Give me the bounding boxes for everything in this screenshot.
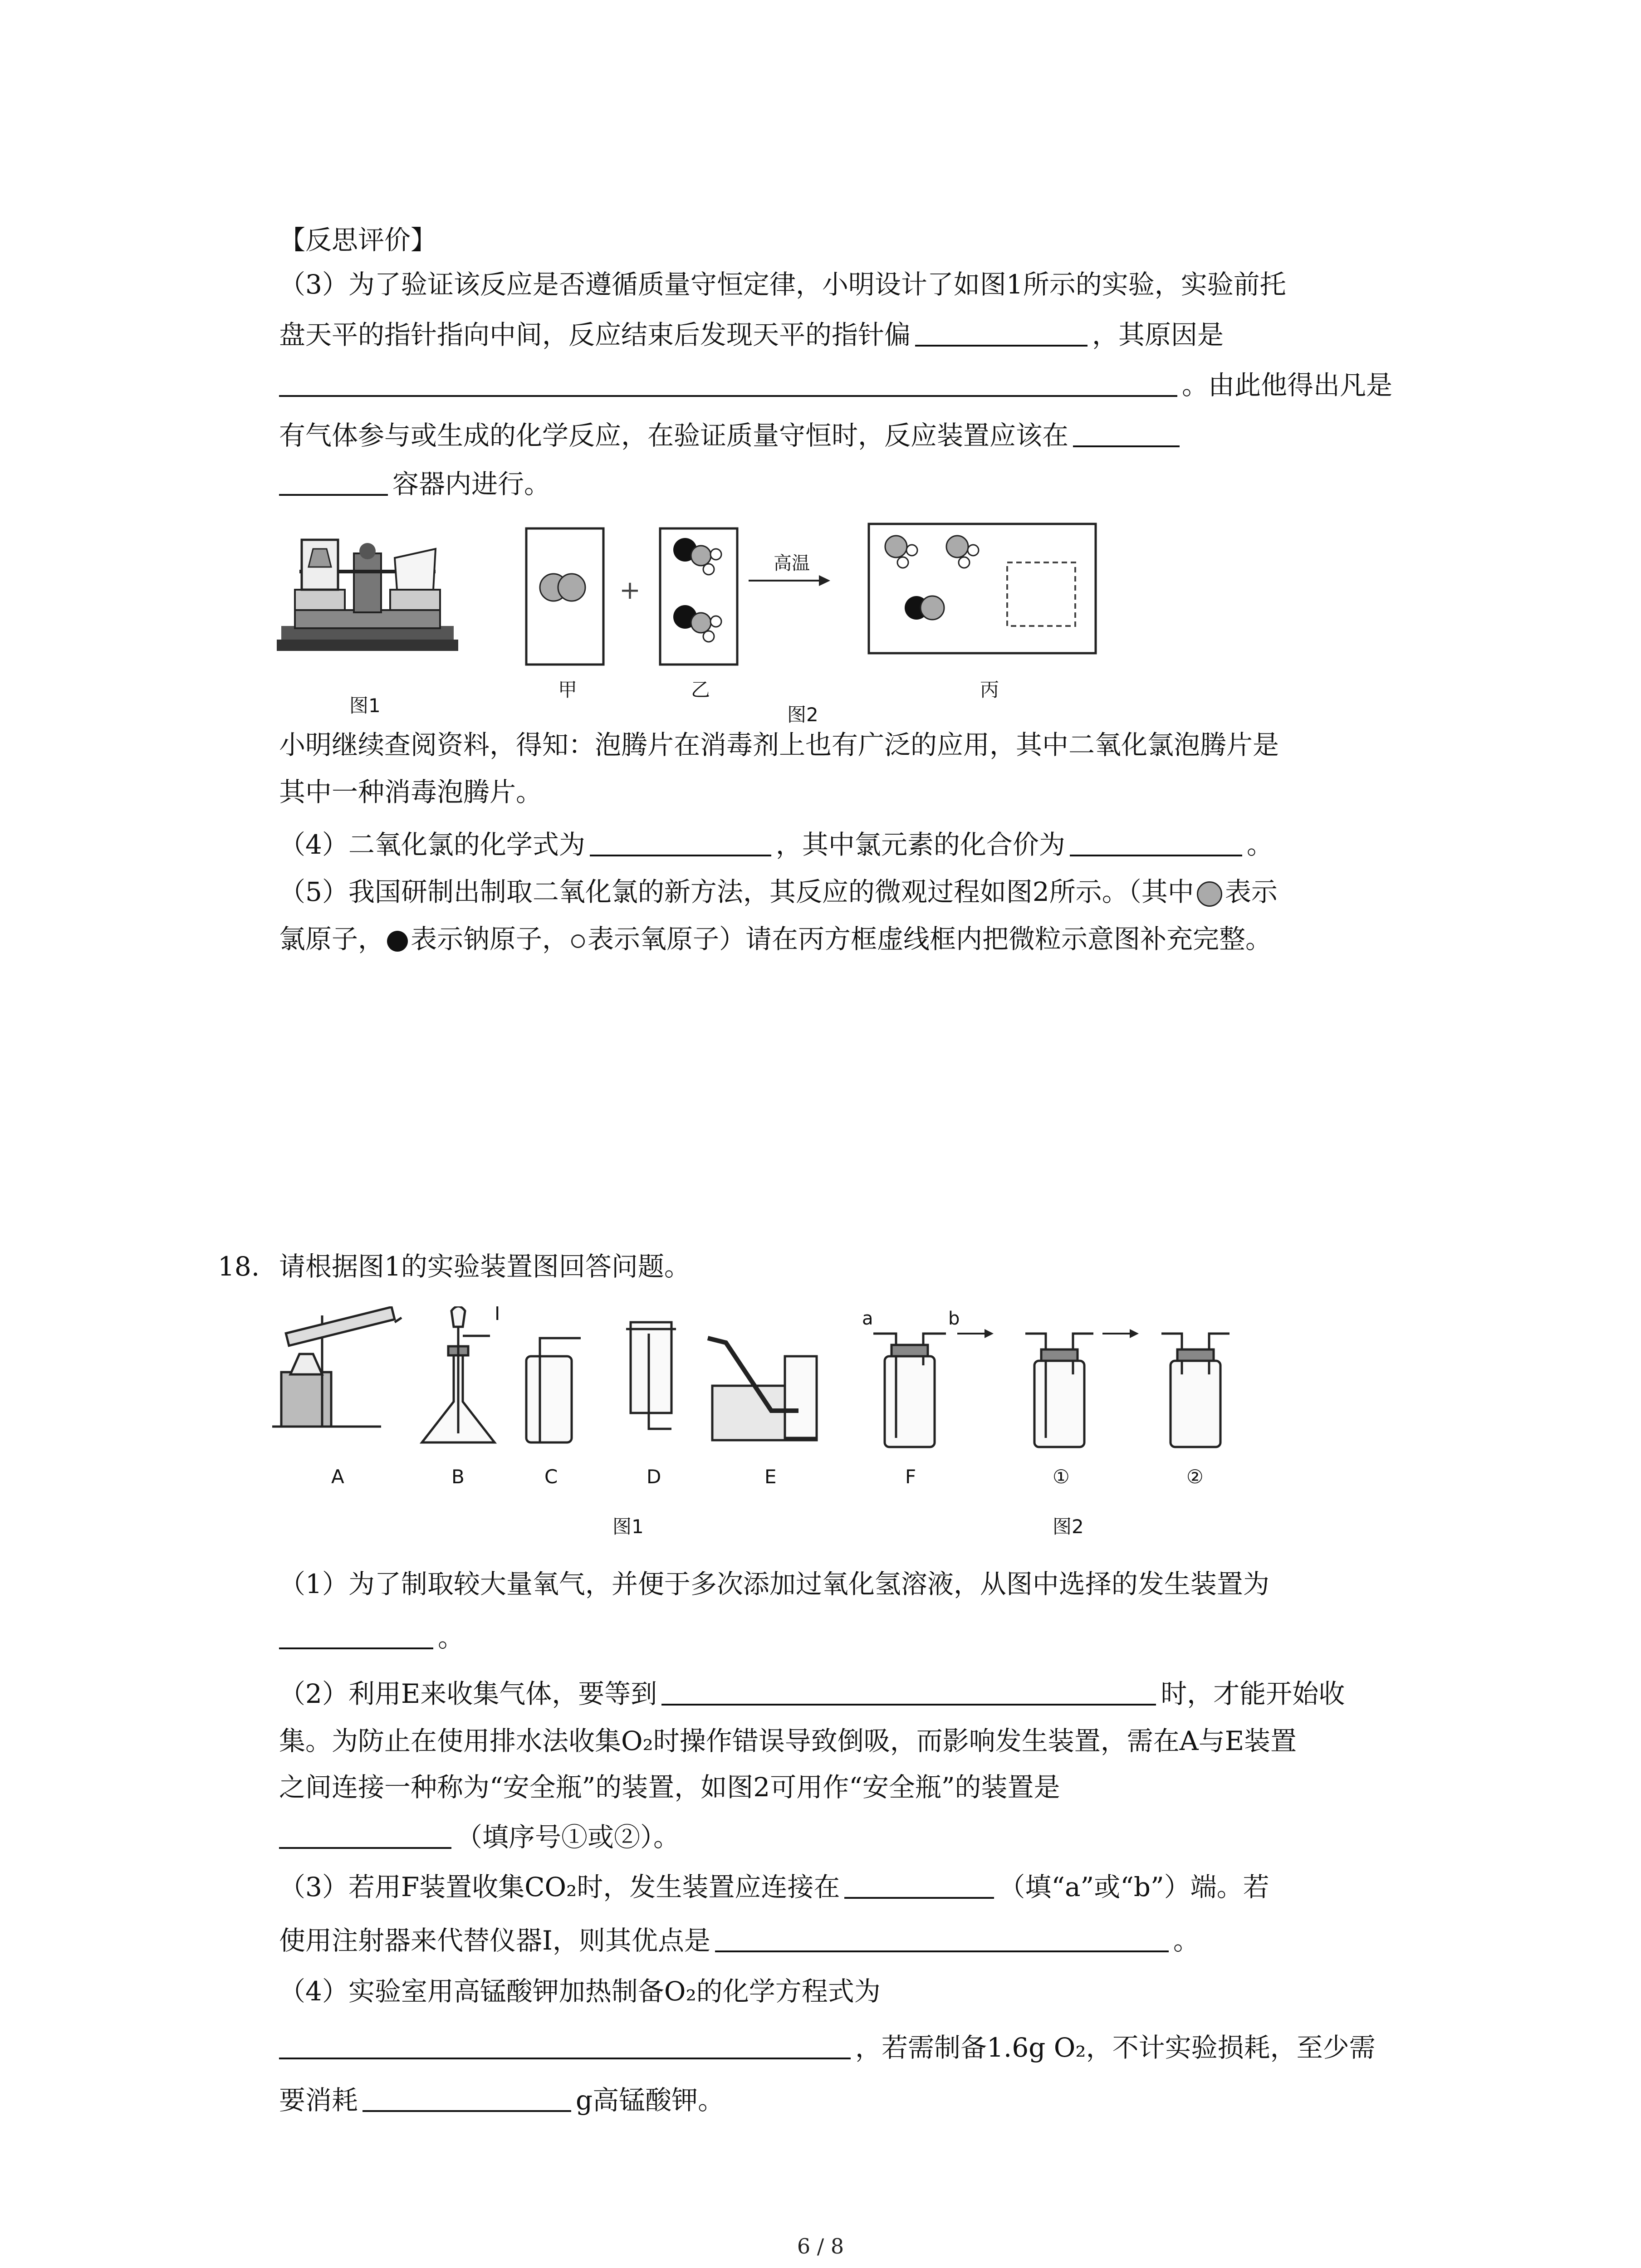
- answer-blank[interactable]: [279, 1622, 433, 1649]
- dashed-answer-box[interactable]: [1007, 562, 1075, 626]
- page-number: 6 / 8: [797, 2234, 844, 2258]
- q3-text: 有气体参与或生成的化学反应，在验证质量守恒时，反应装置应该在: [279, 420, 1069, 451]
- apparatus-label: B: [451, 1466, 465, 1488]
- label-jia: 甲: [558, 679, 578, 701]
- answer-blank[interactable]: [279, 1822, 451, 1849]
- apparatus-a-block: [281, 1372, 331, 1427]
- q18-1-line2: [279, 1613, 464, 1662]
- q18-text: 。: [1173, 1925, 1200, 1956]
- q5-line2: [279, 914, 1272, 963]
- answer-blank[interactable]: [362, 2085, 571, 2112]
- q18-text: （3）若用F装置收集CO₂时，发生装置应连接在: [279, 1872, 840, 1902]
- q18-4-line3: [279, 2076, 724, 2125]
- q18-text: （2）利用E来收集气体，要等到: [279, 1678, 657, 1709]
- apparatus-label: F: [905, 1466, 916, 1488]
- instrument-mark: I: [495, 1306, 500, 1325]
- oxygen-atom-icon: [571, 934, 585, 948]
- q4-text: （4）二氧化氯的化学式为: [279, 829, 585, 860]
- fig1-caption: 图1: [612, 1515, 644, 1538]
- q4-text: ，其中氯元素的化合价为: [775, 829, 1065, 860]
- balance-figure: [277, 522, 458, 717]
- q3-line2: [279, 310, 1224, 359]
- figure2-caption: 图2: [787, 704, 818, 726]
- info-line1: 小明继续查阅资料，得知：泡腾片在消毒剂上也有广泛的应用，其中二氧化氯泡腾片是: [279, 729, 1279, 760]
- plus-sign: +: [619, 576, 641, 605]
- q3-text: 盘天平的指针指向中间，反应结束后发现天平的指针偏: [279, 319, 911, 350]
- q18-1-line1: （1）为了制取较大量氧气，并便于多次添加过氧化氢溶液，从图中选择的发生装置为: [279, 1569, 1269, 1599]
- section-heading: 【反思评价】: [279, 225, 437, 255]
- q18-2-line1: [279, 1669, 1345, 1718]
- answer-blank[interactable]: [1073, 420, 1180, 447]
- apparatus-label: A: [331, 1466, 344, 1488]
- q18-3-line2: [279, 1916, 1200, 1965]
- q18-2-line3: 之间连接一种称为“安全瓶”的装置，如图2可用作“安全瓶”的装置是: [279, 1772, 1060, 1803]
- q18-text: 时，才能开始收: [1161, 1678, 1345, 1709]
- q18-text: g高锰酸钾。: [576, 2085, 725, 2116]
- q18-2-line2: 集。为防止在使用排水法收集O₂时操作错误导致倒吸，而影响发生装置，需在A与E装置: [279, 1725, 1297, 1756]
- q18-4-line2: [279, 2023, 1376, 2072]
- info-line2: 其中一种消毒泡腾片。: [279, 777, 543, 807]
- answer-blank[interactable]: [915, 319, 1087, 347]
- q3-text: 容器内进行。: [392, 469, 551, 499]
- apparatus-label: ①: [1053, 1466, 1070, 1488]
- q18-3-line1: [279, 1862, 1269, 1911]
- question-number: 18.: [218, 1251, 260, 1282]
- arrow-label: 高温: [774, 553, 810, 574]
- q5-text: 氯原子，: [279, 924, 385, 954]
- apparatus-figure: [272, 1306, 1234, 1551]
- apparatus-label: ②: [1186, 1466, 1204, 1488]
- fig2-caption: 图2: [1053, 1515, 1084, 1538]
- q3-line5: [279, 459, 550, 508]
- q5-text: 表示: [1225, 876, 1278, 907]
- tube-label-b: b: [948, 1308, 960, 1329]
- tube-label-a: a: [862, 1308, 873, 1329]
- q18-text: （填“a”或“b”）端。若: [999, 1872, 1269, 1902]
- q5-text: 表示氧原子）请在丙方框虚线框内把微粒示意图补充完整。: [588, 924, 1272, 954]
- label-bing: 丙: [980, 679, 999, 701]
- apparatus-label: E: [764, 1466, 777, 1488]
- q3-text: ，其原因是: [1092, 319, 1224, 350]
- q3-line3: [279, 361, 1392, 410]
- q18-text: ，若需制备1.6g O₂，不计实验损耗，至少需: [855, 2032, 1376, 2063]
- q18-text: 使用注射器来代替仪器Ⅰ，则其优点是: [279, 1925, 710, 1956]
- q18-4-line1: （4）实验室用高锰酸钾加热制备O₂的化学方程式为: [279, 1976, 881, 2007]
- q18-2-line4: [279, 1813, 680, 1862]
- q3-text: 。由此他得出凡是: [1182, 370, 1393, 401]
- q4-text: 。: [1246, 829, 1273, 860]
- q3-line4: [279, 411, 1184, 460]
- apparatus-label: C: [544, 1466, 558, 1488]
- reaction-diagram: [517, 508, 1107, 726]
- answer-blank[interactable]: [279, 2032, 851, 2059]
- answer-blank[interactable]: [715, 1925, 1169, 1952]
- label-yi: 乙: [691, 679, 710, 701]
- q18-text: 要消耗: [279, 2085, 358, 2116]
- answer-blank[interactable]: [844, 1872, 994, 1899]
- q18-text: （填序号①或②）。: [456, 1822, 680, 1853]
- question-stem: 请根据图1的实验装置图回答问题。: [279, 1251, 691, 1282]
- q3-line1: （3）为了验证该反应是否遵循质量守恒定律，小明设计了如图1所示的实验，实验前托: [279, 269, 1286, 300]
- answer-blank[interactable]: [1070, 829, 1242, 856]
- sodium-atom-icon: [387, 931, 408, 952]
- chlorine-atom-icon: [1197, 881, 1222, 907]
- q4-line: [279, 820, 1273, 869]
- q5-line1: [279, 867, 1278, 916]
- q18-text: 。: [438, 1622, 465, 1653]
- q5-text: （5）我国研制出制取二氧化氯的新方法，其反应的微观过程如图2所示。（其中: [279, 876, 1194, 907]
- answer-blank[interactable]: [279, 370, 1177, 397]
- answer-blank[interactable]: [661, 1678, 1156, 1706]
- apparatus-label: D: [647, 1466, 661, 1488]
- answer-blank[interactable]: [279, 469, 388, 496]
- answer-blank[interactable]: [590, 829, 771, 856]
- q5-text: 表示钠原子，: [411, 924, 569, 954]
- figure1-caption: 图1: [349, 694, 381, 717]
